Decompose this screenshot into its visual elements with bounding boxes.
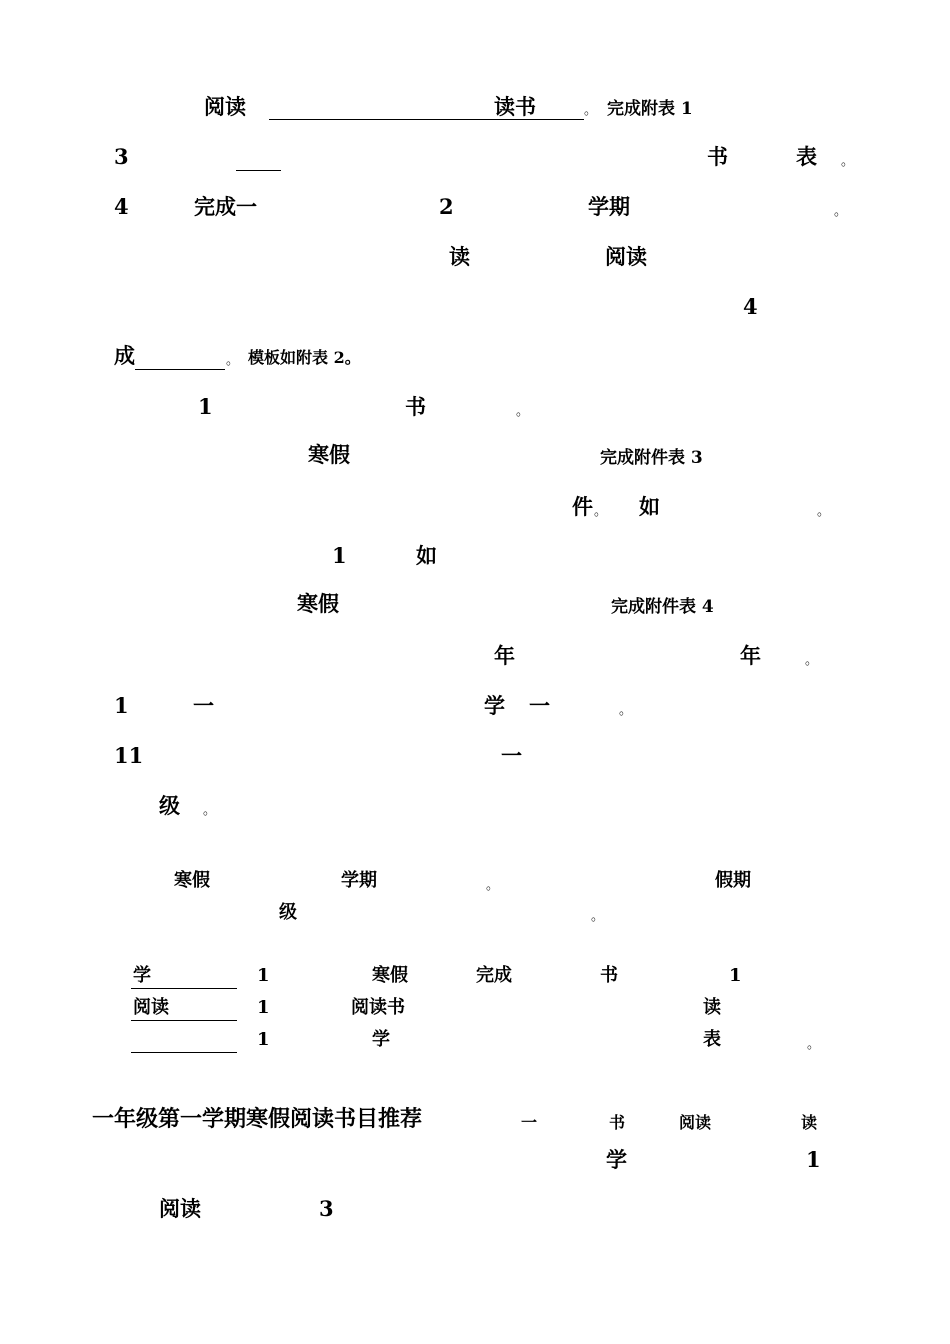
text-fragment: 阅读 (605, 244, 647, 269)
text-fragment: 假期 (715, 870, 751, 891)
text-fragment: 级 (159, 793, 180, 818)
punctuation: 。 (591, 909, 605, 924)
text-fragment: 寒假 (372, 965, 408, 986)
text-fragment: 4 (114, 194, 129, 219)
text-fragment: 年 (494, 643, 515, 668)
punctuation: 。 (817, 504, 831, 519)
punctuation: 。 (516, 404, 530, 419)
text-fragment: 学 (606, 1147, 627, 1172)
text-fragment: 件 (572, 494, 593, 519)
text-fragment: 如 (416, 543, 437, 568)
text-fragment: 寒假 (297, 591, 339, 616)
text-fragment: 阅读书 (351, 997, 405, 1018)
text-fragment: 1 (729, 965, 742, 986)
punctuation: 。 (834, 204, 848, 219)
text-fragment: 寒假 (308, 442, 350, 467)
text-fragment: 表 (703, 1029, 721, 1050)
punctuation: 。 (203, 803, 217, 818)
text-fragment: 2 (439, 194, 454, 219)
fill-blank-underline (236, 170, 281, 171)
text-fragment: 3 (114, 144, 129, 169)
text-fragment: 完成 (476, 965, 512, 986)
text-fragment: 学期 (588, 194, 630, 219)
text-fragment: 学 (484, 693, 505, 718)
text-fragment: 一 (529, 693, 550, 718)
text-fragment: 阅读 (133, 997, 169, 1018)
text-fragment: 阅读 (204, 94, 246, 119)
text-fragment: 表 (796, 144, 817, 169)
text-fragment: 年 (740, 643, 761, 668)
text-fragment: 学期 (341, 870, 377, 891)
text-fragment: 书 (600, 965, 618, 986)
text-fragment: 1 (806, 1147, 821, 1172)
text-fragment: 如 (639, 494, 660, 519)
text-fragment: 读 (801, 1113, 818, 1132)
fill-blank-underline (131, 1052, 237, 1053)
text-fragment: 一 (501, 743, 522, 768)
text-fragment: 1 (257, 1029, 270, 1050)
text-fragment: 阅读 (679, 1113, 712, 1132)
punctuation: 。 (594, 504, 608, 519)
text-fragment: 模板如附表 2。 (248, 348, 361, 367)
text-fragment: 1 (114, 693, 129, 718)
punctuation: 。 (805, 653, 819, 668)
punctuation: 。 (584, 103, 598, 118)
text-fragment: 完成附表 1 (607, 99, 693, 119)
text-fragment: 阅读 (159, 1196, 201, 1221)
text-fragment: 4 (743, 294, 758, 319)
fill-blank-underline (131, 1020, 237, 1021)
text-fragment: 成 (114, 343, 135, 368)
punctuation: 。 (807, 1037, 821, 1052)
text-fragment: 级 (279, 902, 297, 923)
punctuation: 。 (841, 154, 855, 169)
text-fragment: 1 (257, 965, 270, 986)
text-fragment: 1 (257, 997, 270, 1018)
punctuation: 。 (486, 878, 500, 893)
punctuation: 。 (226, 353, 240, 368)
text-fragment: 学 (133, 965, 151, 986)
text-fragment: 书 (609, 1113, 626, 1132)
text-fragment: 完成一 (194, 194, 257, 219)
fill-blank-underline (135, 369, 225, 370)
text-fragment: 完成附件表 4 (611, 597, 714, 617)
fill-blank-underline (131, 988, 237, 989)
text-fragment: 书 (405, 394, 426, 419)
fill-blank-underline (269, 119, 584, 120)
text-fragment: 寒假 (174, 870, 210, 891)
text-fragment: 1 (198, 394, 213, 419)
text-fragment: 读 (449, 244, 470, 269)
text-fragment: 读 (703, 997, 721, 1018)
text-fragment: 读书 (494, 94, 536, 119)
text-fragment: 学 (372, 1029, 390, 1050)
text-fragment: 完成附件表 3 (600, 448, 703, 468)
text-fragment: 3 (319, 1196, 334, 1221)
section-heading: 一年级第一学期寒假阅读书目推荐 (92, 1107, 423, 1132)
text-fragment: 一 (521, 1113, 538, 1132)
text-fragment: 书 (707, 144, 728, 169)
text-fragment: 1 (332, 543, 347, 568)
text-fragment: 一 (193, 693, 214, 718)
text-fragment: 11 (114, 743, 144, 768)
punctuation: 。 (619, 703, 633, 718)
